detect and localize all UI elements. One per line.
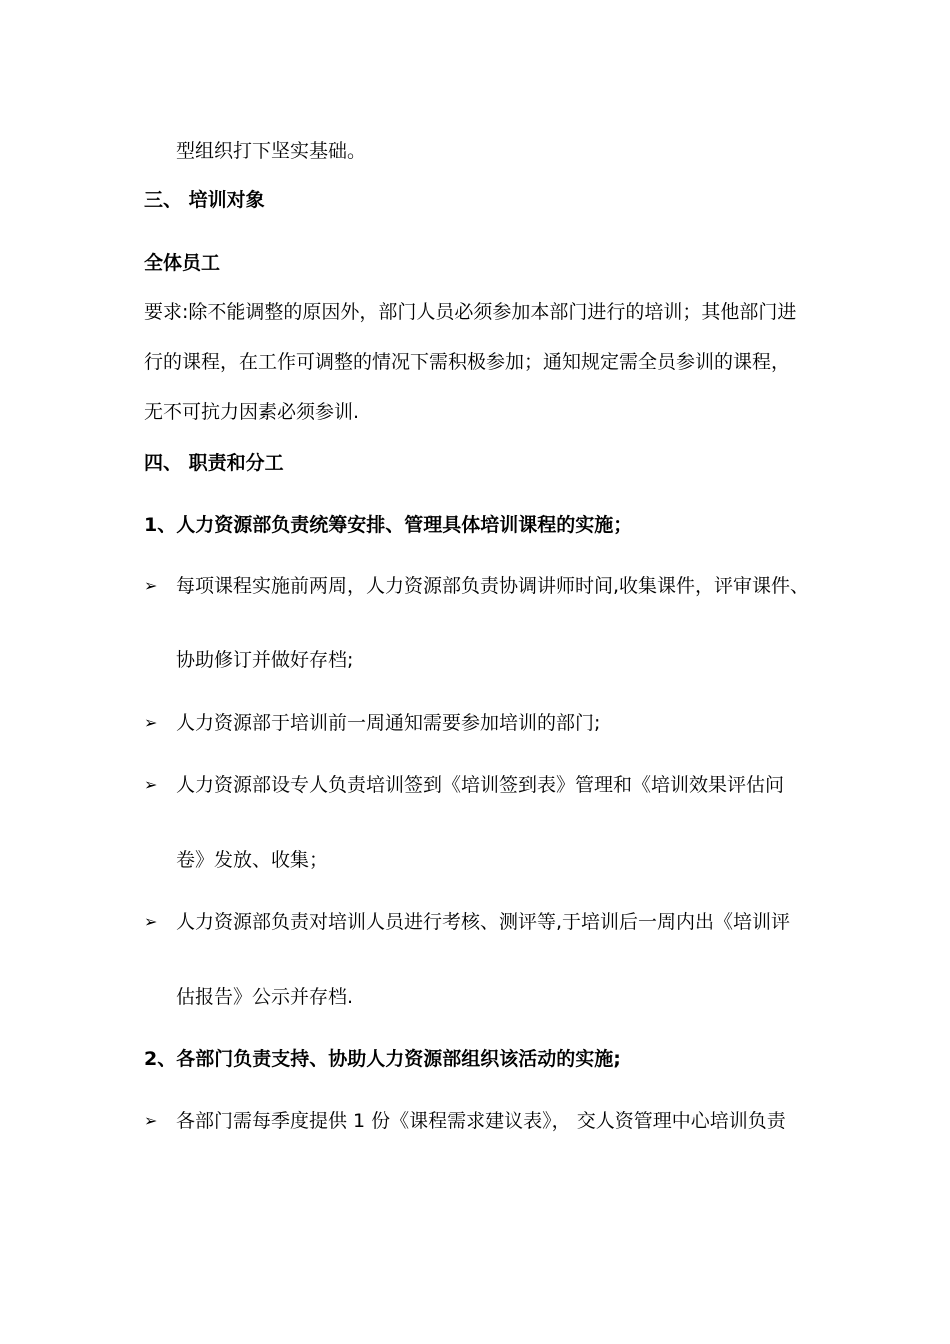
section3-heading: 三、 培训对象 — [144, 189, 265, 211]
bullet-arrow-icon: ➢ — [144, 775, 158, 794]
section3-subheading: 全体员工 — [144, 252, 221, 274]
bullet-text: 各部门需每季度提供 1 份《课程需求建议表》， 交人资管理中心培训负责 — [176, 1110, 786, 1132]
bullet-arrow-icon: ➢ — [144, 713, 158, 732]
section4-heading: 四、 职责和分工 — [144, 452, 284, 474]
bullet-arrow-icon: ➢ — [144, 912, 158, 931]
requirement-line: 要求:除不能调整的原因外，部门人员必须参加本部门进行的培训；其他部门进 — [144, 301, 797, 323]
bullet-arrow-icon: ➢ — [144, 576, 158, 595]
item1-heading: 1、人力资源部负责统筹安排、管理具体培训课程的实施； — [144, 514, 633, 536]
bullet-text: 人力资源部设专人负责培训签到《培训签到表》管理和《培训效果评估问 — [176, 774, 785, 796]
bullet-text: 估报告》公示并存档. — [176, 986, 354, 1008]
bullet-text: 协助修订并做好存档; — [176, 649, 354, 671]
bullet-text: 人力资源部于培训前一周通知需要参加培训的部门; — [176, 712, 601, 734]
bullet-text: 每项课程实施前两周，人力资源部负责协调讲师时间,收集课件，评审课件、 — [176, 575, 810, 597]
continuation-text: 型组织打下坚实基础。 — [176, 140, 367, 162]
bullet-text: 人力资源部负责对培训人员进行考核、测评等,于培训后一周内出《培训评 — [176, 911, 791, 933]
requirement-line: 无不可抗力因素必须参训. — [144, 401, 360, 423]
item2-heading: 2、各部门负责支持、协助人力资源部组织该活动的实施; — [144, 1048, 621, 1070]
requirement-line: 行的课程，在工作可调整的情况下需积极参加；通知规定需全员参训的课程， — [144, 351, 791, 373]
bullet-arrow-icon: ➢ — [144, 1111, 158, 1130]
bullet-text: 卷》发放、收集； — [176, 849, 329, 871]
